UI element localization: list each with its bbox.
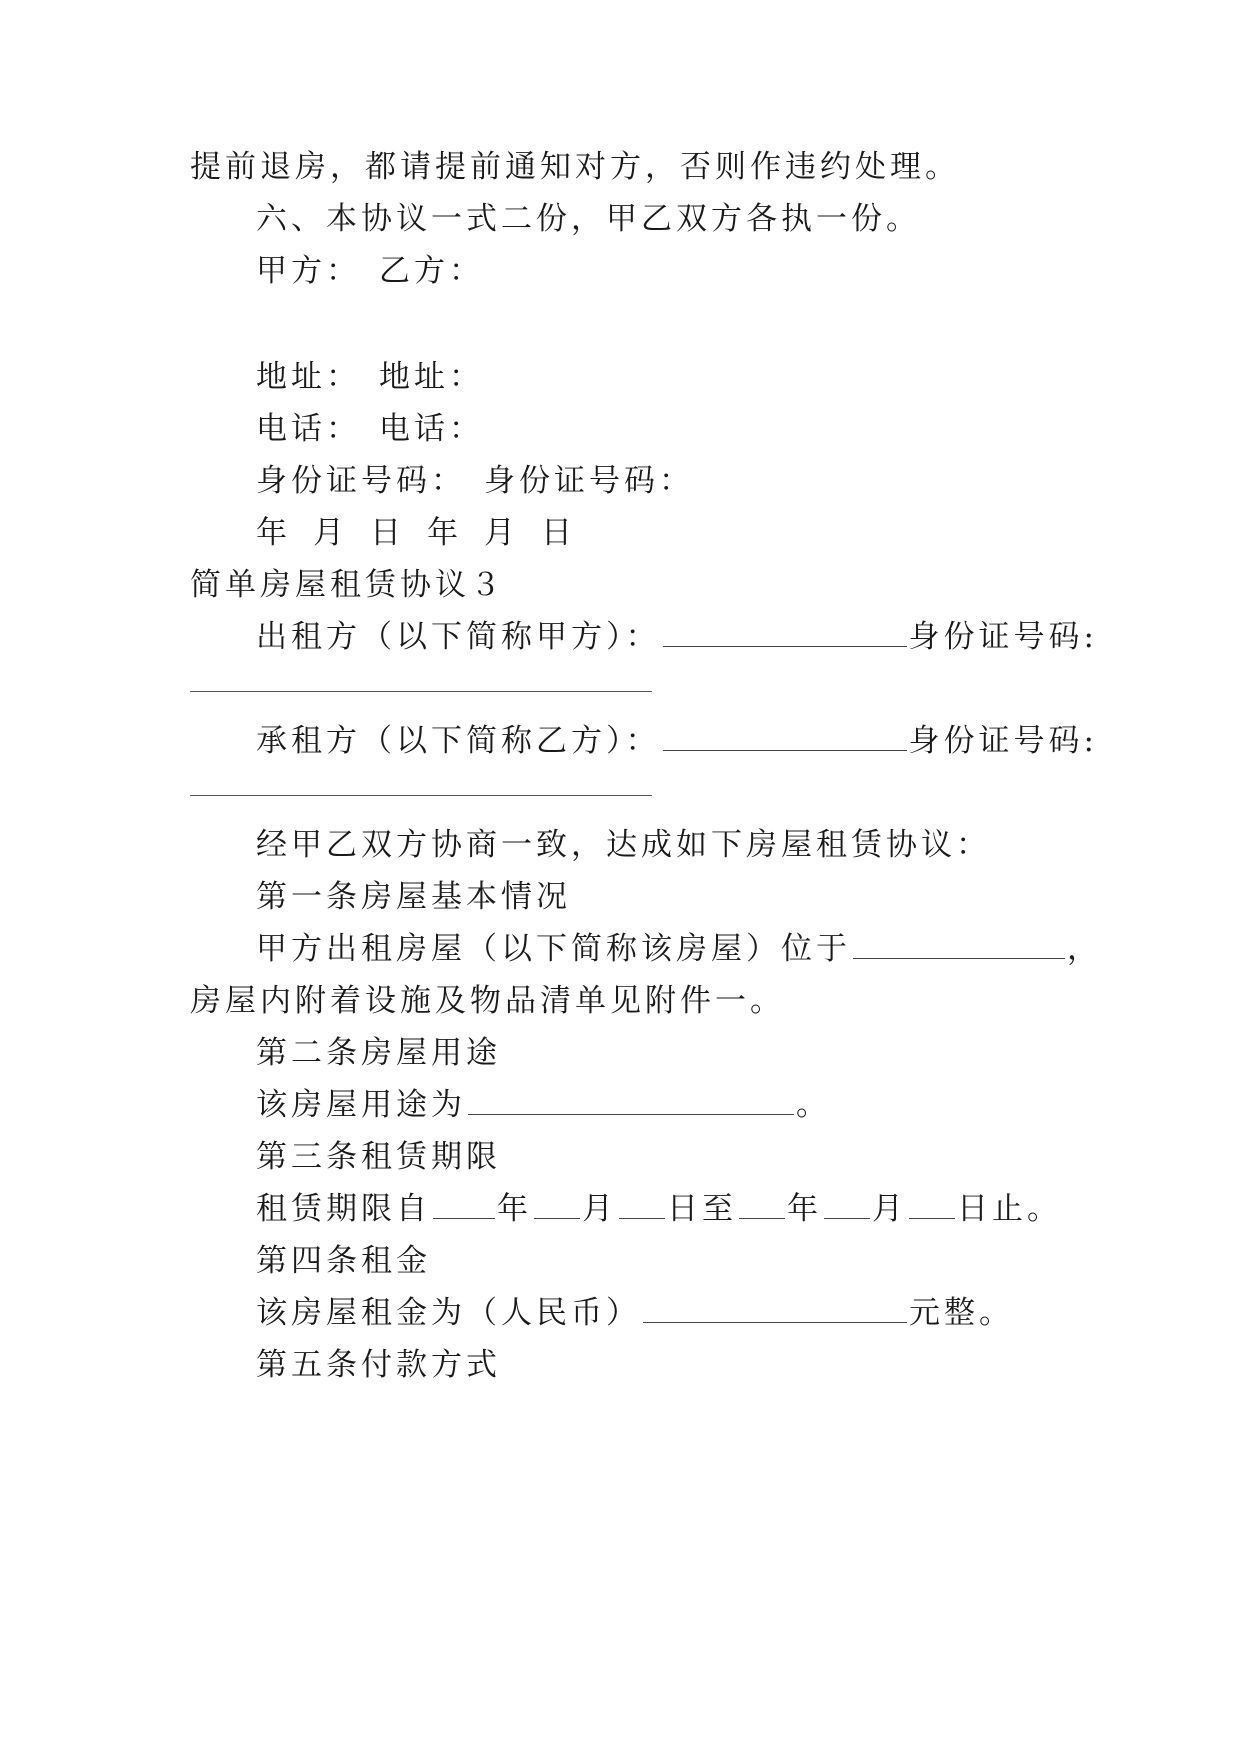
article-5-title: 第五条付款方式 — [256, 1347, 501, 1383]
rent-amount-unit: 元整。 — [909, 1295, 1014, 1331]
signature-address — [256, 357, 484, 397]
article-1-comma: ， — [1067, 931, 1102, 967]
article-1-title: 第一条房屋基本情况 — [256, 879, 571, 915]
lessee-label: 承租方（以下简称乙方）： — [256, 723, 661, 759]
rent-amount-label: 该房屋租金为（人民币） — [256, 1295, 641, 1331]
start-year-unit: 年 — [497, 1191, 532, 1227]
lessee-id-blank — [190, 795, 652, 796]
house-usage-blank — [468, 1086, 794, 1115]
end-year-unit: 年 — [787, 1191, 822, 1227]
id-a-label: 身份证号码： — [256, 463, 466, 499]
lessee-line — [256, 721, 1098, 761]
date-day-a: 日 — [370, 515, 405, 551]
house-location-blank — [853, 930, 1065, 959]
lessor-id-label: 身份证号码: — [908, 619, 1098, 655]
paragraph-early-checkout: 提前退房，都请提前通知对方，否则作违约处理。 — [190, 149, 960, 185]
date-year-a: 年 — [256, 515, 291, 551]
article-3-title: 第三条租赁期限 — [256, 1139, 501, 1175]
id-b-label: 身份证号码： — [484, 463, 694, 499]
article-2-title: 第二条房屋用途 — [256, 1035, 501, 1071]
article-3-text — [256, 1189, 1062, 1229]
lessor-line — [256, 617, 1098, 657]
address-b-label: 地址： — [379, 359, 484, 395]
lessee-id-label: 身份证号码: — [908, 723, 1098, 759]
article-2-period: 。 — [796, 1087, 831, 1123]
article-1-location-label: 甲方出租房屋（以下简称该房屋）位于 — [256, 931, 851, 967]
start-day-unit: 日至 — [667, 1191, 737, 1227]
start-year-blank — [433, 1190, 495, 1219]
lessee-name-blank — [663, 722, 907, 751]
paragraph-copies: 六、本协议一式二份，甲乙双方各执一份。 — [256, 201, 921, 237]
article-2-usage-label: 该房屋用途为 — [256, 1087, 466, 1123]
document-title: 简单房屋租赁协议３ — [190, 567, 505, 603]
end-day-blank — [909, 1190, 955, 1219]
article-1-text — [256, 929, 1102, 969]
lessor-label: 出租方（以下简称甲方）： — [256, 619, 661, 655]
end-day-unit: 日止。 — [957, 1191, 1062, 1227]
article-1-text-cont: 房屋内附着设施及物品清单见附件一。 — [190, 983, 785, 1019]
party-b-label: 乙方： — [379, 253, 484, 289]
article-4-text — [256, 1293, 1014, 1333]
address-a-label: 地址： — [256, 359, 361, 395]
phone-b-label: 电话： — [379, 411, 484, 447]
start-month-unit: 月 — [582, 1191, 617, 1227]
date-year-b: 年 — [427, 515, 462, 551]
lessor-name-blank — [663, 618, 907, 647]
date-month-a: 月 — [313, 515, 348, 551]
rent-amount-blank — [643, 1294, 907, 1323]
date-day-b: 日 — [541, 515, 576, 551]
start-day-blank — [619, 1190, 665, 1219]
lessor-id-blank — [190, 691, 652, 692]
party-a-label: 甲方： — [256, 253, 361, 289]
article-2-text — [256, 1085, 831, 1125]
signature-date — [256, 513, 598, 553]
end-year-blank — [739, 1190, 785, 1219]
phone-a-label: 电话： — [256, 411, 361, 447]
lease-term-label: 租赁期限自 — [256, 1191, 431, 1227]
start-month-blank — [534, 1190, 580, 1219]
end-month-blank — [824, 1190, 870, 1219]
date-month-b: 月 — [484, 515, 519, 551]
article-4-title: 第四条租金 — [256, 1243, 431, 1279]
signature-parties — [256, 251, 484, 291]
paragraph-intro: 经甲乙双方协商一致，达成如下房屋租赁协议： — [256, 827, 991, 863]
signature-id — [256, 461, 694, 501]
end-month-unit: 月 — [872, 1191, 907, 1227]
signature-phone — [256, 409, 484, 449]
